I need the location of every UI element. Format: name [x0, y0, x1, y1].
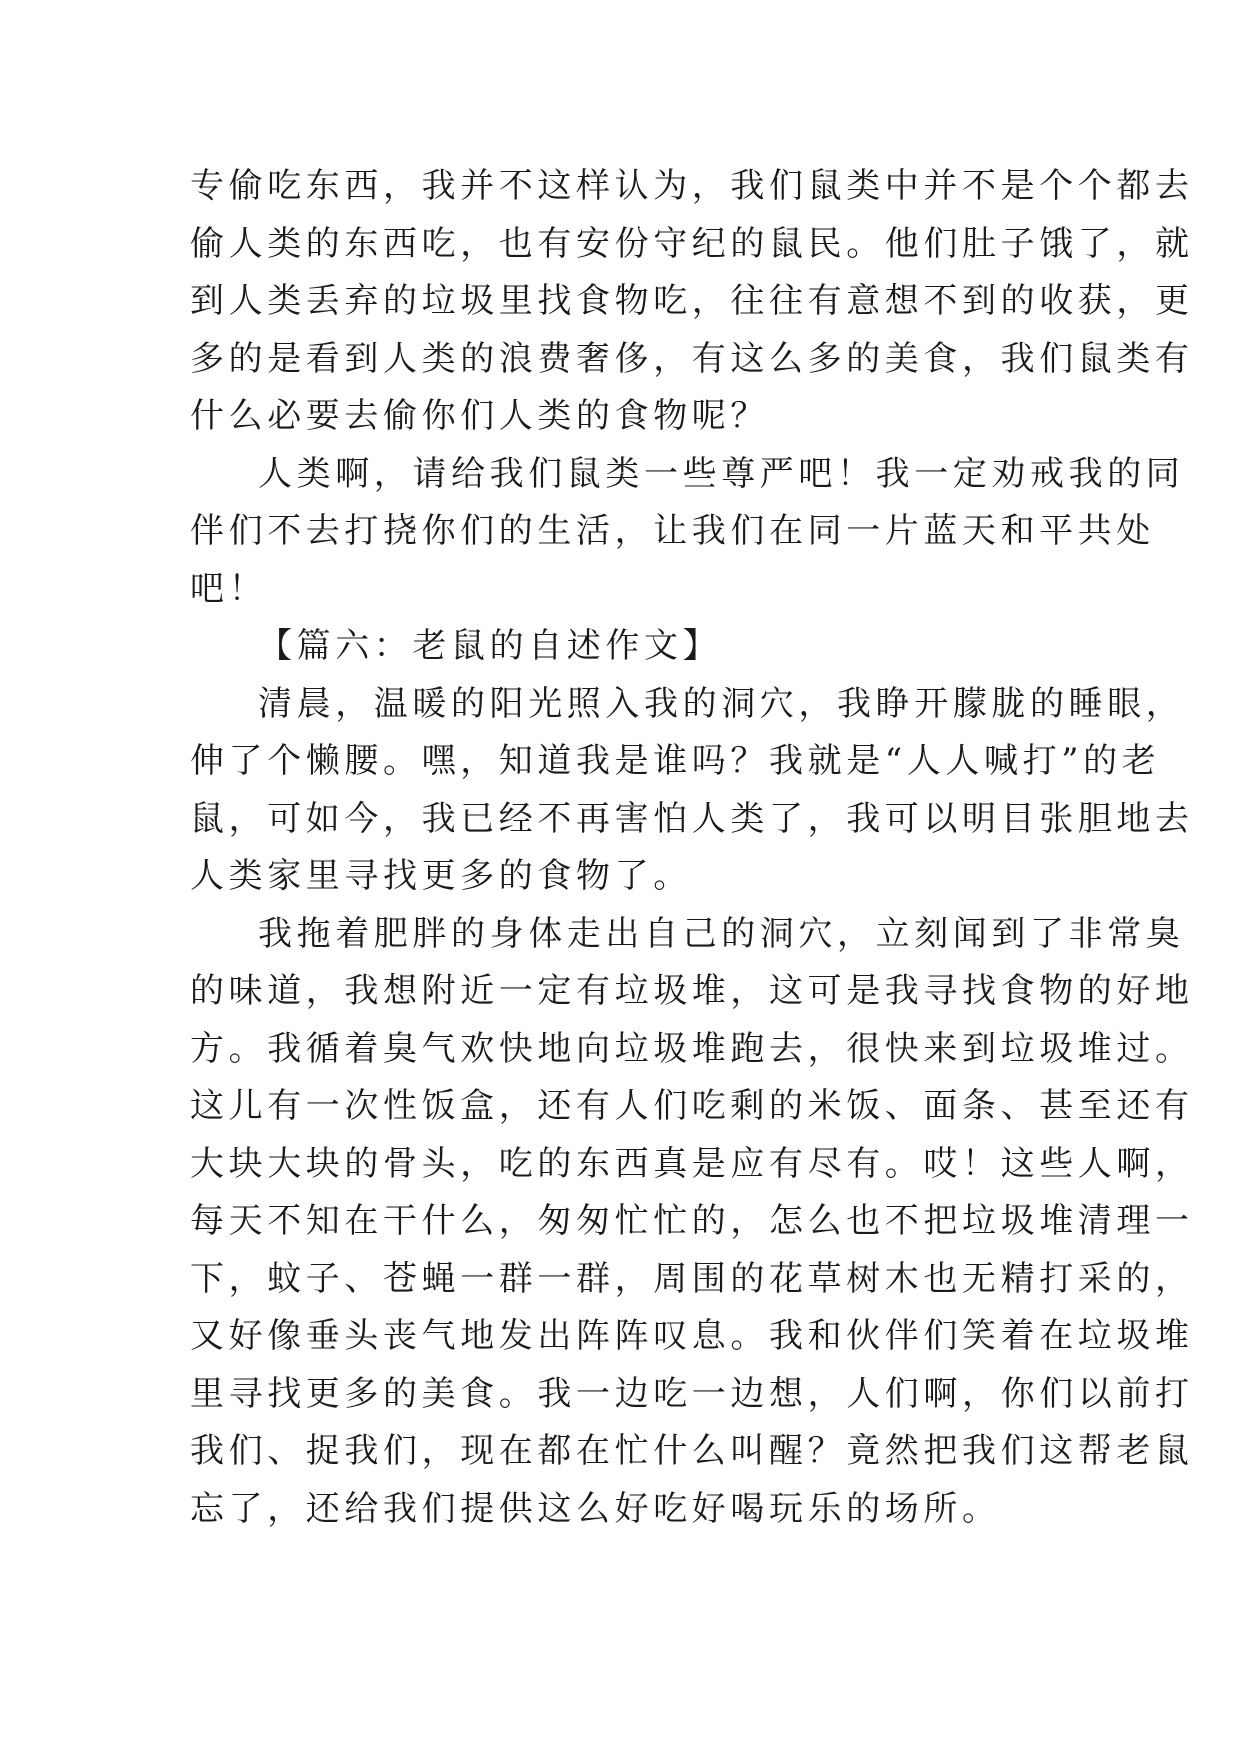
text-line: 忘了，还给我们提供这么好吃好喝玩乐的场所。: [190, 1488, 1001, 1529]
text-line: 到人类丢弃的垃圾里找食物吃，往往有意想不到的收获，更: [190, 281, 1194, 321]
text-line: 的味道，我想附近一定有垃圾堆，这可是我寻找食物的好地: [190, 971, 1194, 1011]
text-line: 人类啊，请给我们鼠类一些尊严吧！我一定劝戒我的同: [258, 453, 1185, 494]
text-line: 大块大块的骨头，吃的东西真是应有尽有。哎！这些人啊，: [190, 1143, 1194, 1184]
text-line: 我拖着肥胖的身体走出自己的洞穴，立刻闻到了非常臭: [258, 913, 1185, 954]
text-line: 方。我循着臭气欢快地向垃圾堆跑去，很快来到垃圾堆过。: [190, 1028, 1194, 1069]
text-line: 里寻找更多的美食。我一边吃一边想，人们啊，你们以前打: [190, 1373, 1194, 1414]
text-line: 伴们不去打挠你们的生活，让我们在同一片蓝天和平共处: [190, 511, 1155, 551]
document-body: [190, 158, 1194, 1538]
text-line: 又好像垂头丧气地发出阵阵叹息。我和伙伴们笑着在垃圾堆: [190, 1316, 1194, 1356]
text-line: 人类家里寻找更多的食物了。: [190, 856, 692, 896]
text-line: 什么必要去偷你们人类的食物呢？: [190, 396, 769, 436]
text-line: 吧！: [190, 568, 268, 609]
text-line: 专偷吃东西，我并不这样认为，我们鼠类中并不是个个都去: [190, 166, 1194, 206]
text-line: 鼠，可如今，我已经不再害怕人类了，我可以明目张胆地去: [190, 798, 1194, 839]
text-line: 清晨，温暖的阳光照入我的洞穴，我睁开朦胧的睡眼，: [258, 683, 1185, 724]
text-line: 下，蚊子、苍蝇一群一群，周围的花草树木也无精打采的，: [190, 1258, 1194, 1299]
text-line: 这儿有一次性饭盒，还有人们吃剩的米饭、面条、甚至还有: [190, 1086, 1194, 1126]
text-line: 多的是看到人类的浪费奢侈，有这么多的美食，我们鼠类有: [190, 338, 1194, 379]
text-line: 每天不知在干什么，匆匆忙忙的，怎么也不把垃圾堆清理一: [190, 1201, 1194, 1241]
text-line: 伸了个懒腰。嘿，知道我是谁吗？我就是“人人喊打”的老: [190, 741, 1161, 781]
text-line: 偷人类的东西吃，也有安份守纪的鼠民。他们肚子饿了，就: [190, 223, 1194, 264]
text-line: 我们、捉我们，现在都在忙什么叫醒？竟然把我们这帮老鼠: [190, 1431, 1194, 1471]
text-line: 【篇六：老鼠的自述作文】: [258, 626, 722, 666]
